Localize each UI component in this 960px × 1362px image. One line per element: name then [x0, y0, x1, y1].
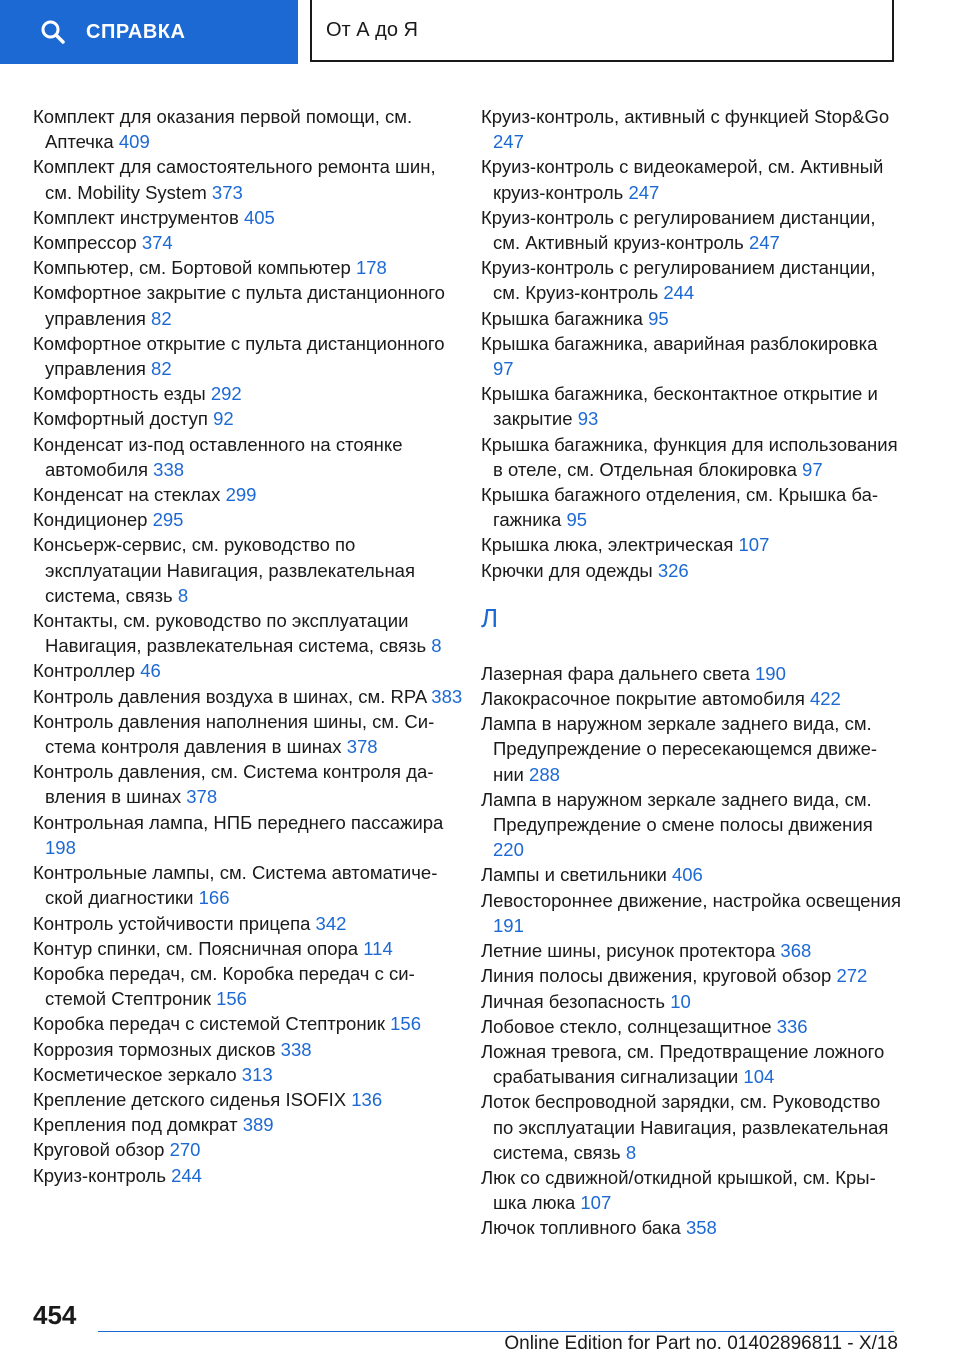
- index-entry: [481, 432, 901, 482]
- index-entry-text: Круиз-контроль с регулированием дистанции, см. Круиз-контроль: [481, 257, 876, 304]
- index-entry-text: Лючок топливного бака: [481, 1217, 681, 1239]
- index-entry-page-link[interactable]: 288: [529, 763, 560, 785]
- index-entry-text: Крышка багажника, аварийная разблокировка: [481, 332, 878, 354]
- index-entry-text: Компьютер, см. Бортовой компьютер: [33, 257, 351, 279]
- index-entry: [33, 684, 463, 709]
- index-entry-text: Личная безопасность: [481, 990, 666, 1012]
- index-entry: [33, 1087, 463, 1112]
- search-tab[interactable]: [0, 0, 298, 64]
- index-entry: [481, 255, 901, 305]
- index-entry-text: Контроль давления, см. Система контроля давления в шинах: [33, 761, 434, 808]
- index-entry-text: Коробка передач с системой Стептроник: [33, 1013, 385, 1035]
- index-entry: [33, 709, 463, 759]
- index-entry: [481, 482, 901, 532]
- index-entry-page-link[interactable]: 405: [243, 206, 275, 228]
- index-entry-text: Крепление детского сиденья ISOFIX: [33, 1088, 347, 1110]
- index-entry-page-link[interactable]: 97: [493, 358, 514, 380]
- index-entry-page-link[interactable]: 247: [628, 181, 660, 203]
- index-entry-page-link[interactable]: 299: [225, 484, 257, 506]
- index-entry-text: Крышка багажного отделения, см. Крышка багажника: [481, 484, 879, 531]
- index-entry: [33, 205, 463, 230]
- index-entry: [33, 532, 463, 608]
- edition-text: Online Edition for Part no. 01402896811 - X/18: [504, 1333, 898, 1354]
- index-entry-page-link[interactable]: 383: [431, 685, 463, 707]
- index-entry-page-link[interactable]: 166: [198, 887, 230, 909]
- index-entry-page-link[interactable]: 104: [743, 1066, 775, 1088]
- index-entry-text: Коробка передач, см. Коробка передач с системой Стептроник: [33, 962, 415, 1010]
- section-tab[interactable]: [310, 0, 894, 62]
- index-entry: [33, 658, 463, 683]
- index-entry: [33, 961, 463, 1011]
- index-entry-text: Лампа в наружном зеркале заднего вида, см. Предупреждение о пересекающемся движении: [481, 713, 878, 785]
- index-entry-text: Конденсат на стеклах: [33, 484, 221, 506]
- index-entry-text: Комфортное открытие с пульта дистанционного управления: [33, 332, 445, 380]
- index-entry-page-link[interactable]: 373: [211, 181, 243, 203]
- index-entry-text: Лампы и светильники: [481, 864, 667, 886]
- index-entry-page-link[interactable]: 406: [671, 864, 703, 886]
- index-entry: [33, 381, 463, 406]
- search-icon: [40, 19, 66, 45]
- index-entry-text: Люк со сдвижной/откидной крышкой, см. Крышка люка: [481, 1166, 876, 1214]
- index-entry: [481, 1039, 901, 1089]
- index-entry-page-link[interactable]: 409: [118, 131, 150, 153]
- index-entry-text: Лоток беспроводной зарядки, см. Руководство по эксплуатации Навигация, развлекательная система, связь: [481, 1091, 889, 1163]
- footer-divider: [98, 1331, 894, 1332]
- index-entry-page-link[interactable]: 368: [780, 940, 812, 962]
- index-entry: [33, 860, 463, 910]
- index-entry: [481, 1165, 901, 1215]
- index-entry: [481, 862, 901, 887]
- index-entry: [33, 1112, 463, 1137]
- index-entry-text: Лакокрасочное покрытие автомобиля: [481, 688, 805, 710]
- index-entry-text: Контур спинки, см. Поясничная опора: [33, 937, 359, 959]
- index-entry: [33, 255, 463, 280]
- index-entry-text: Коррозия тормозных дисков: [33, 1038, 276, 1060]
- index-entry-page-link[interactable]: 114: [363, 937, 393, 959]
- index-entry-text: Комфортный доступ: [33, 408, 208, 430]
- index-entry: [33, 1062, 463, 1087]
- index-entry-page-link[interactable]: 244: [663, 282, 695, 304]
- index-entry-page-link[interactable]: 378: [186, 786, 218, 808]
- index-entry-text: Комплект для самостоятельного ремонта шин, см. Mobility System: [33, 156, 436, 203]
- index-entry-text: Круиз-контроль: [33, 1164, 166, 1186]
- index-entry-page-link[interactable]: 156: [390, 1013, 422, 1035]
- index-entry-text: Крышка багажника, функция для использования в отеле, см. Отдельная блокировка: [481, 433, 898, 480]
- index-entry-text: Крышка люка, электрическая: [481, 534, 734, 556]
- index-entry: [33, 1163, 463, 1188]
- index-entry-page-link[interactable]: 107: [580, 1192, 612, 1214]
- index-entry: [481, 711, 901, 787]
- index-entry: [481, 938, 901, 963]
- index-entry: [481, 787, 901, 863]
- index-entry: [33, 482, 463, 507]
- index-entry-page-link[interactable]: 10: [670, 990, 691, 1012]
- index-entry-page-link[interactable]: 247: [748, 232, 780, 254]
- index-entry-text: Конденсат из-под оставленного на стоянке автомобиля: [33, 433, 403, 480]
- index-group-k: [481, 104, 901, 583]
- index-entry-page-link[interactable]: 338: [280, 1038, 312, 1060]
- index-group-l: [481, 661, 901, 1241]
- index-entry: [481, 532, 901, 557]
- index-entry: [33, 230, 463, 255]
- index-entry-page-link[interactable]: 338: [153, 458, 185, 480]
- index-entry-text: Контакты, см. руководство по эксплуатации Навигация, развлекательная система, связь: [33, 610, 427, 657]
- index-entry-text: Крышка багажника, бесконтактное открытие и закрытие: [481, 383, 878, 430]
- index-entry: [33, 104, 463, 154]
- index-entry: [33, 608, 463, 658]
- index-entry-page-link[interactable]: 107: [738, 534, 770, 556]
- index-entry: [481, 1014, 901, 1039]
- index-entry-text: Круговой обзор: [33, 1139, 165, 1161]
- index-entry-text: Лампа в наружном зеркале заднего вида, см. Предупреждение о смене полосы движения: [481, 788, 873, 836]
- index-entry-page-link[interactable]: 93: [577, 408, 599, 430]
- index-entry-text: Ложная тревога, см. Предотвращение ложного срабатывания сигнализации: [481, 1040, 885, 1088]
- index-entry-page-link[interactable]: 136: [351, 1088, 383, 1110]
- section-tab-label: От А до Я: [326, 18, 418, 41]
- index-entry-text: Круиз-контроль с регулированием дистанции, см. Активный круиз-контроль: [481, 206, 876, 254]
- index-entry-text: Левостороннее движение, настройка освещения: [481, 889, 901, 911]
- index-entry-page-link[interactable]: 272: [836, 965, 868, 987]
- index-entry-page-link[interactable]: 374: [141, 232, 173, 254]
- index-entry: [481, 205, 901, 255]
- index-entry-text: Контроль устойчивости прицепа: [33, 912, 311, 934]
- index-entry-text: Кондиционер: [33, 509, 148, 531]
- index-entry-page-link[interactable]: 422: [809, 688, 841, 710]
- index-entry-page-link[interactable]: 82: [151, 307, 172, 329]
- index-column-left: [33, 104, 463, 1188]
- index-entry-text: Крышка багажника: [481, 307, 643, 329]
- index-entry-text: Контрольная лампа, НПБ переднего пассажира: [33, 811, 444, 833]
- index-entry: [33, 1137, 463, 1162]
- index-entry-text: Крючки для одежды: [481, 559, 653, 581]
- search-tab-label: СПРАВКА: [86, 20, 186, 43]
- index-entry: [481, 686, 901, 711]
- index-entry: [481, 558, 901, 583]
- index-entry: [481, 661, 901, 686]
- index-entry-page-link[interactable]: 342: [315, 912, 347, 934]
- index-entry-page-link[interactable]: 156: [216, 988, 247, 1010]
- index-entry-text: Лазерная фара дальнего света: [481, 662, 750, 684]
- index-entry: [33, 810, 463, 860]
- index-entry-text: Контроль давления наполнения шины, см. Система контроля давления в шинах: [33, 710, 435, 758]
- index-entry-text: Контрольные лампы, см. Система автоматической диагностики: [33, 862, 438, 909]
- index-entry-page-link[interactable]: 326: [657, 559, 689, 581]
- index-entry-text: Круиз-контроль с видеокамерой, см. Активный круиз-контроль: [481, 156, 884, 203]
- index-entry: [481, 306, 901, 331]
- index-entry: [33, 759, 463, 809]
- index-entry-page-link[interactable]: 95: [566, 509, 588, 531]
- index-entry: [481, 1215, 901, 1240]
- index-entry: [33, 154, 463, 204]
- index-entry: [481, 888, 901, 938]
- index-entry-page-link[interactable]: 178: [355, 257, 387, 279]
- index-entry-page-link[interactable]: 270: [169, 1139, 201, 1161]
- index-entry-page-link[interactable]: 292: [210, 383, 242, 405]
- index-entry: [33, 507, 463, 532]
- index-entry: [33, 936, 463, 961]
- index-entry-text: Линия полосы движения, круговой обзор: [481, 965, 832, 987]
- index-entry-page-link[interactable]: 336: [776, 1015, 808, 1037]
- index-entry-page-link[interactable]: 295: [152, 509, 184, 531]
- index-entry-text: Контроль давления воздуха в шинах, см. RPA: [33, 685, 427, 707]
- index-column-right: [481, 104, 901, 1241]
- index-entry-text: Крепления под домкрат: [33, 1114, 238, 1136]
- index-entry: [481, 1089, 901, 1165]
- index-entry-page-link[interactable]: 8: [431, 635, 442, 657]
- index-entry-page-link[interactable]: 244: [171, 1164, 202, 1186]
- index-entry: [33, 1011, 463, 1036]
- index-entry: [481, 154, 901, 204]
- index-entry-page-link[interactable]: 97: [802, 458, 823, 480]
- index-entry: [481, 381, 901, 431]
- index-entry-page-link[interactable]: 95: [648, 307, 669, 329]
- index-entry-text: Комфортное закрытие с пульта дистанционного управления: [33, 282, 445, 329]
- index-entry-page-link[interactable]: 358: [685, 1217, 717, 1239]
- index-entry-page-link[interactable]: 92: [213, 408, 234, 430]
- index-entry: [33, 1037, 463, 1062]
- index-entry-text: Комплект для оказания первой помощи, см. Аптечка: [33, 106, 413, 153]
- section-letter: Л: [481, 602, 499, 633]
- index-entry-page-link[interactable]: 220: [493, 839, 524, 861]
- index-entry-text: Комплект инструментов: [33, 206, 239, 228]
- index-entry: [33, 911, 463, 936]
- index-entry: [33, 406, 463, 431]
- index-entry: [481, 331, 901, 381]
- index-entry-text: Комфортность езды: [33, 383, 206, 405]
- page-number: 454: [33, 1300, 77, 1330]
- index-entry: [481, 989, 901, 1014]
- index-entry-text: Лобовое стекло, солнцезащитное: [481, 1015, 772, 1037]
- index-entry: [33, 280, 463, 330]
- index-entry-text: Косметическое зеркало: [33, 1063, 237, 1085]
- index-entry-text: Летние шины, рисунок протектора: [481, 940, 776, 962]
- index-entry: [481, 104, 901, 154]
- index-entry-page-link[interactable]: 190: [755, 662, 786, 684]
- index-entry-text: Контроллер: [33, 660, 136, 682]
- index-entry-page-link[interactable]: 247: [493, 131, 524, 153]
- index-entry-page-link[interactable]: 389: [242, 1114, 274, 1136]
- index-entry-text: Компрессор: [33, 232, 137, 254]
- index-entry-page-link[interactable]: 378: [346, 736, 378, 758]
- index-entry-page-link[interactable]: 8: [177, 584, 189, 606]
- index-entry-page-link[interactable]: 82: [151, 358, 172, 380]
- index-entry-page-link[interactable]: 191: [493, 914, 524, 936]
- index-entry-page-link[interactable]: 198: [45, 836, 76, 858]
- index-entry: [481, 963, 901, 988]
- index-entry-page-link[interactable]: 313: [241, 1063, 273, 1085]
- index-entry-page-link[interactable]: 46: [140, 660, 161, 682]
- index-entry: [33, 331, 463, 381]
- index-entry: [33, 432, 463, 482]
- index-entry-text: Консьерж-сервис, см. руководство по эксплуатации Навигация, развлекательная система, связь: [33, 534, 415, 606]
- index-entry-page-link[interactable]: 8: [625, 1141, 637, 1163]
- index-entry-text: Круиз-контроль, активный с функцией Stop&Go: [481, 106, 890, 127]
